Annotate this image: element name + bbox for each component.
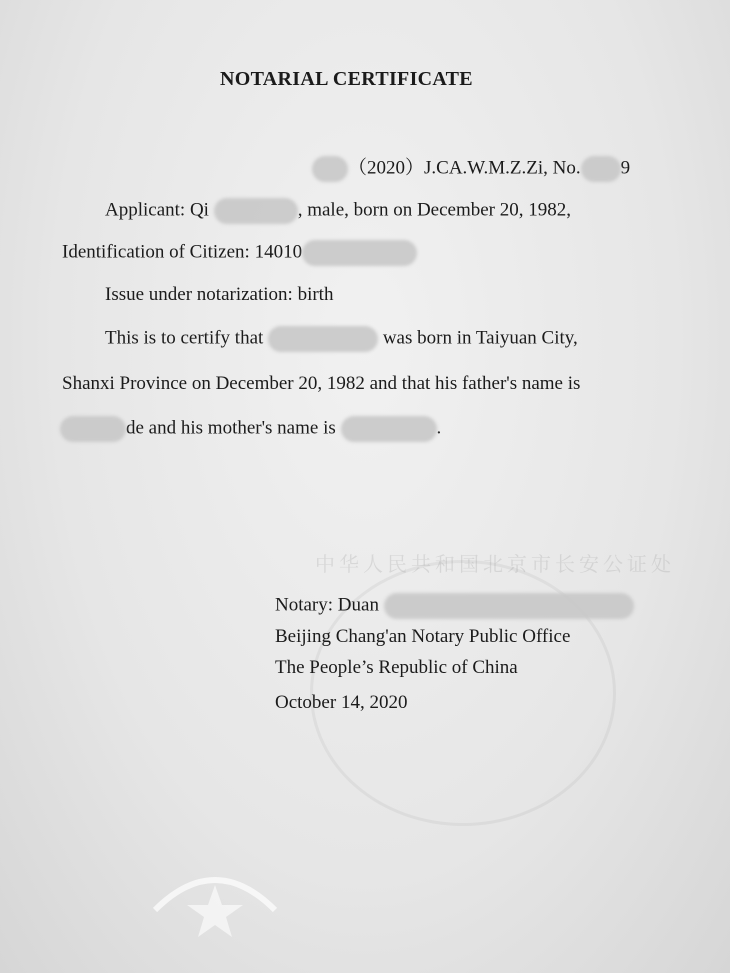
embossed-seal-icon — [140, 840, 290, 950]
seal-text: 中华人民共和国北京市长安公证处 — [315, 552, 675, 576]
applicant-line: Applicant: Qi , male, born on December 20, 1982, — [105, 198, 571, 224]
redaction — [384, 593, 634, 619]
redaction — [341, 416, 437, 442]
issue-line: Issue under notarization: birth — [105, 284, 334, 305]
notary-country: The People’s Republic of China — [275, 657, 518, 678]
document-title: NOTARIAL CERTIFICATE — [220, 68, 473, 90]
birthplace-line: Shanxi Province on December 20, 1982 and that his father's name is — [62, 373, 581, 394]
redaction — [302, 240, 417, 266]
notary-name: Notary: Duan — [275, 593, 634, 619]
redaction — [268, 326, 378, 352]
notary-office: Beijing Chang'an Notary Public Office — [275, 626, 571, 647]
notary-date: October 14, 2020 — [275, 692, 408, 713]
redaction — [60, 416, 126, 442]
redaction — [581, 156, 621, 182]
reference-number: （2020）J.CA.W.M.Z.Zi, No. 9 — [312, 156, 630, 182]
certify-line: This is to certify that was born in Taiyuan City, — [105, 326, 578, 352]
id-line: Identification of Citizen: 14010 — [62, 240, 417, 266]
parents-line: de and his mother's name is . — [60, 416, 441, 442]
redaction — [214, 198, 298, 224]
redaction — [312, 156, 348, 182]
